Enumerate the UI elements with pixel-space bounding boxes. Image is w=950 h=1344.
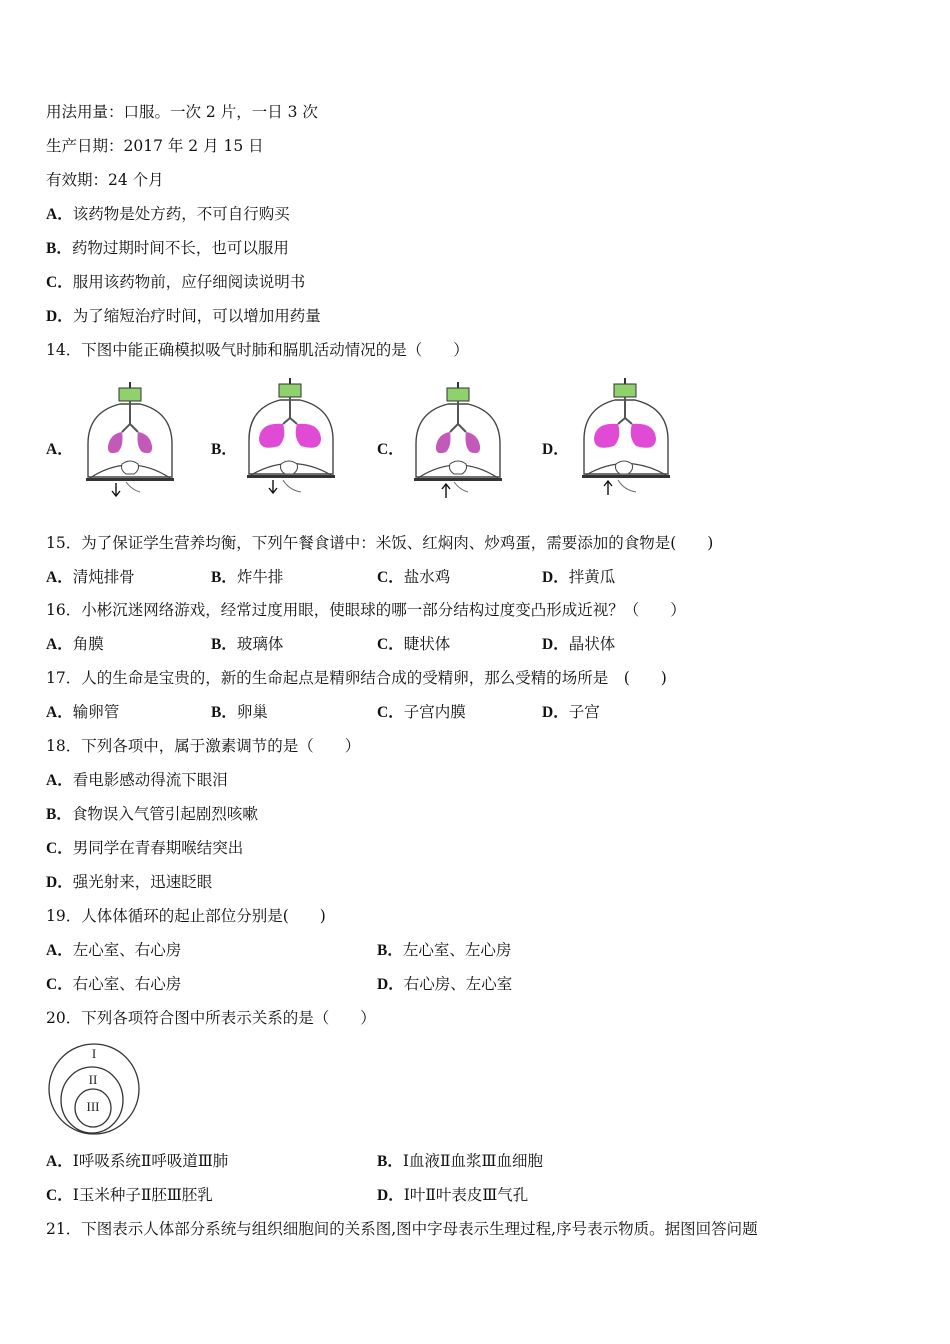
q18-option-c: C．男同学在青春期喉结突出: [46, 839, 244, 857]
q20-option-d: D．Ⅰ叶Ⅱ叶表皮Ⅲ气孔: [377, 1186, 529, 1204]
q13-option-b: B．药物过期时间不长，也可以服用: [46, 239, 289, 257]
q19-option-a: A．左心室、右心房: [46, 941, 182, 959]
q15-option-c: C．盐水鸡: [377, 568, 451, 586]
q13-option-c: C．服用该药物前，应仔细阅读说明书: [46, 273, 306, 291]
q13-option-d: D．为了缩短治疗时间，可以增加用药量: [46, 307, 321, 325]
q16-option-b: B．玻璃体: [211, 635, 284, 653]
q18-option-d: D．强光射来，迅速眨眼: [46, 873, 213, 891]
q19-stem: 19．人体体循环的起止部位分别是( ): [46, 907, 326, 925]
q13-option-a: A．该药物是处方药，不可自行购买: [46, 205, 290, 223]
q14-label-b: B．: [211, 441, 237, 458]
bell-jar-figure-c: [408, 382, 508, 507]
q15-stem: 15．为了保证学生营养均衡，下列午餐食谱中：米饭、红焖肉、炒鸡蛋，需要添加的食物是( ): [46, 534, 714, 552]
q14-label-d: D．: [542, 441, 569, 458]
q19-option-c: C．右心室、右心房: [46, 975, 182, 993]
bell-jar-figure-a: [80, 382, 180, 507]
q15-option-b: B．炸牛排: [211, 568, 284, 586]
circle-label-ii: II: [88, 1072, 98, 1087]
q15-option-a: A．清炖排骨: [46, 568, 135, 586]
q16-option-a: A．角膜: [46, 635, 104, 653]
q17-option-c: C．子宫内膜: [377, 703, 466, 721]
q14-stem: 14．下图中能正确模拟吸气时肺和膈肌活动情况的是（ ）: [46, 341, 469, 359]
q16-option-c: C．睫状体: [377, 635, 451, 653]
q15-option-d: D．拌黄瓜: [542, 568, 616, 586]
q20-option-c: C．Ⅰ玉米种子Ⅱ胚Ⅲ胚乳: [46, 1186, 213, 1204]
q18-stem: 18．下列各项中，属于激素调节的是（ ）: [46, 737, 361, 755]
bell-jar-figure-d: [576, 378, 676, 503]
q17-option-a: A．输卵管: [46, 703, 120, 721]
q20-option-b: B．Ⅰ血液Ⅱ血浆Ⅲ血细胞: [377, 1152, 543, 1170]
q16-stem: 16．小彬沉迷网络游戏，经常过度用眼，使眼球的哪一部分结构过度变凸形成近视？（ ）: [46, 601, 686, 619]
q17-stem: 17．人的生命是宝贵的，新的生命起点是精卵结合成的受精卵，那么受精的场所是 ( ): [46, 669, 667, 687]
q20-stem: 20．下列各项符合图中所表示关系的是（ ）: [46, 1009, 376, 1027]
q20-option-a: A．Ⅰ呼吸系统Ⅱ呼吸道Ⅲ肺: [46, 1152, 229, 1170]
q19-option-d: D．右心房、左心室: [377, 975, 513, 993]
production-date-line: 生产日期：2017 年 2 月 15 日: [46, 137, 264, 155]
circle-label-i: I: [91, 1046, 97, 1061]
q21-stem: 21．下图表示人体部分系统与组织细胞间的关系图,图中字母表示生理过程,序号表示物质。据图回答问题: [46, 1220, 758, 1238]
q17-option-d: D．子宫: [542, 703, 600, 721]
q14-label-c: C．: [377, 441, 404, 458]
q18-option-b: B．食物误入气管引起剧烈咳嗽: [46, 805, 258, 823]
q18-option-a: A．看电影感动得流下眼泪: [46, 771, 228, 789]
nested-circles-diagram: [46, 1042, 146, 1136]
q16-option-d: D．晶状体: [542, 635, 616, 653]
bell-jar-figure-b: [243, 378, 343, 503]
circle-label-iii: III: [86, 1099, 100, 1114]
q19-option-b: B．左心室、左心房: [377, 941, 512, 959]
expiry-line: 有效期：24 个月: [46, 171, 164, 189]
q17-option-b: B．卵巢: [211, 703, 268, 721]
usage-line: 用法用量：口服。一次 2 片，一日 3 次: [46, 103, 318, 121]
q14-label-a: A．: [46, 441, 73, 458]
